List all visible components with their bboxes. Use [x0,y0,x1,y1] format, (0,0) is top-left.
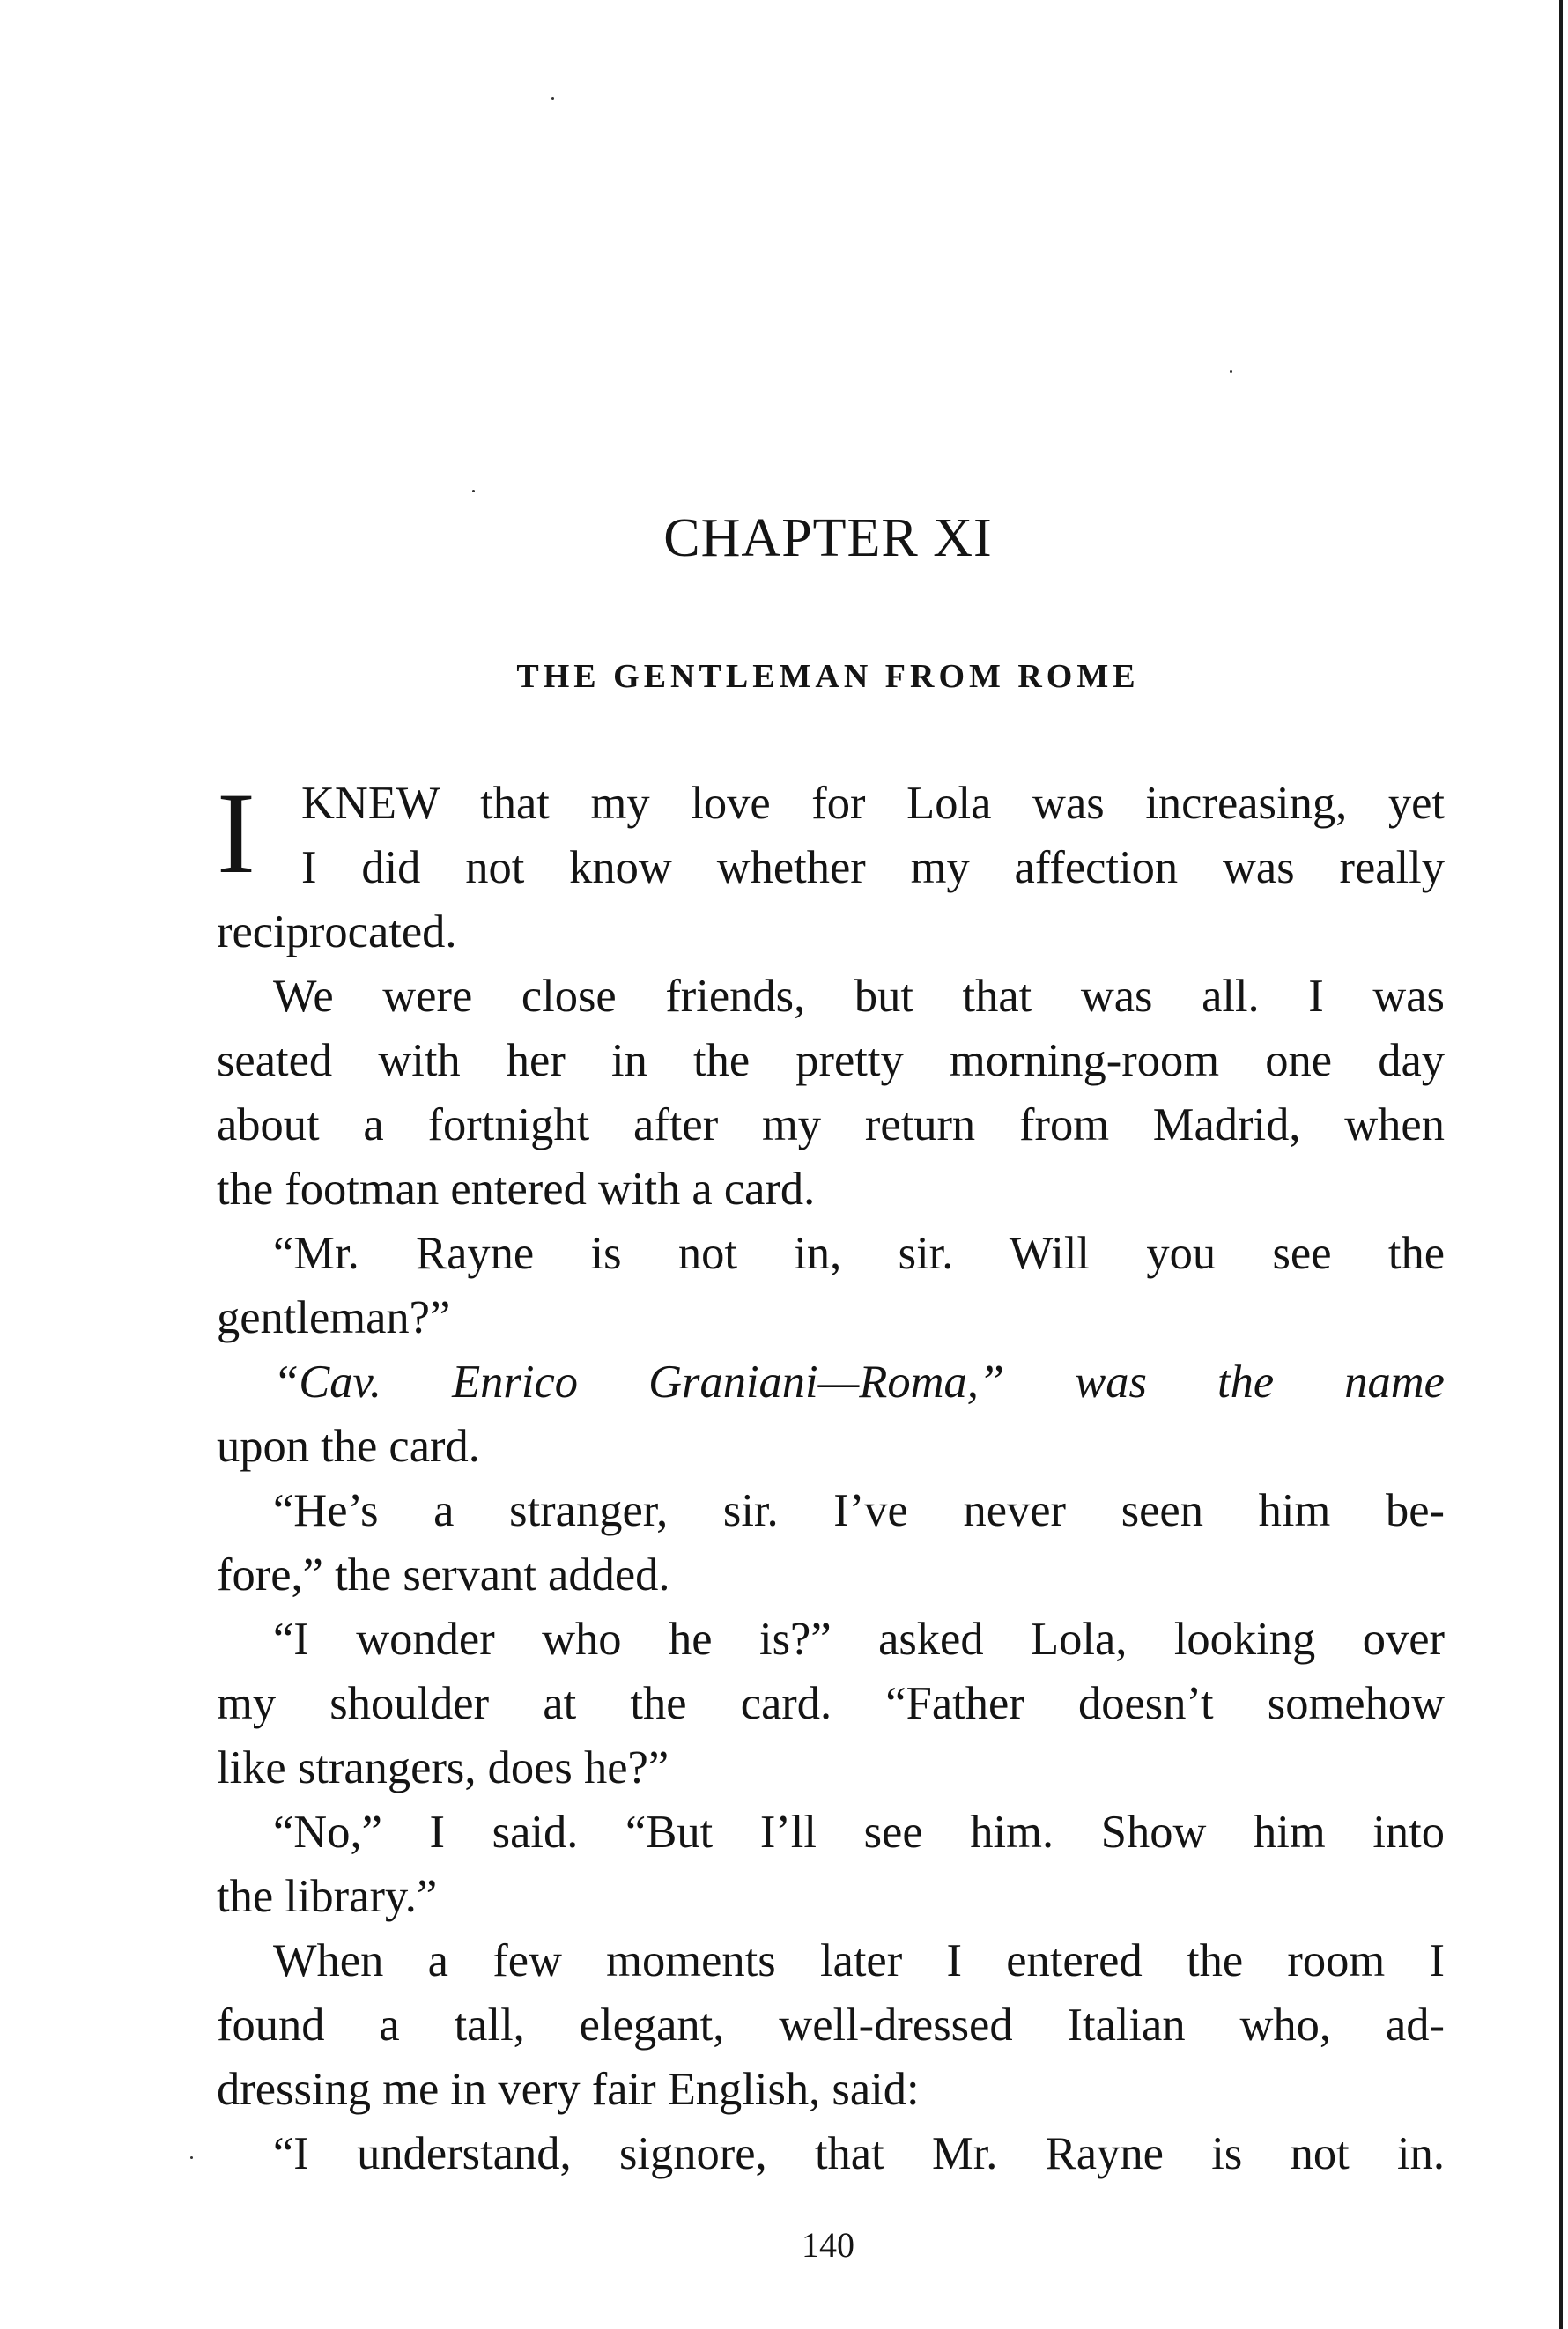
text-line: “No,” I said. “But I’ll see him. Show him into [273,1807,1445,1858]
text-line: “I wonder who he is?” asked Lola, looking over [273,1614,1445,1665]
text-line: We were close friends, but that was all. I was [273,971,1445,1022]
text-line: the footman entered with a card. [217,1164,816,1215]
text-line: “I understand, signore, that Mr. Rayne is not in. [273,2128,1445,2179]
text-line: reciprocated. [217,906,457,957]
text-line: seated with her in the pretty morning-room one day [217,1035,1445,1086]
body-text [217,768,1445,2186]
text-line: I did not know whether my affection was really [301,842,1445,893]
text-line: found a tall, elegant, well-dressed Italian who, ad- [217,2000,1445,2051]
page-number: 140 [802,2225,854,2265]
scan-speck [551,97,554,100]
text-line: “He’s a stranger, sir. I’ve never seen him be- [273,1485,1445,1536]
text-line: fore,” the servant added. [217,1549,670,1601]
text-line: gentleman?” [217,1292,451,1343]
drop-cap: I [217,768,255,898]
text-line: “Cav. Enrico Graniani—Roma,” was the name [273,1357,1445,1408]
text-line: KNEW that my love for Lola was increasing, yet [301,778,1445,829]
page-edge-line [1559,0,1563,2329]
text-line: about a fortnight after my return from Madrid, when [217,1099,1445,1150]
text-line: my shoulder at the card. “Father doesn’t somehow [217,1678,1445,1729]
text-line: the library.” [217,1871,438,1922]
text-line: upon the card. [217,1421,480,1472]
text-line: When a few moments later I entered the room I [273,1935,1445,1986]
text-line: like strangers, does he?” [217,1742,669,1793]
scan-speck [472,490,475,492]
text-line: dressing me in very fair English, said: [217,2064,920,2115]
chapter-subtitle: THE GENTLEMAN FROM ROME [516,658,1140,695]
scan-speck [190,2156,193,2159]
text-line: “Mr. Rayne is not in, sir. Will you see the [273,1228,1445,1279]
scan-speck [1230,370,1232,373]
chapter-title: CHAPTER XI [663,508,993,568]
